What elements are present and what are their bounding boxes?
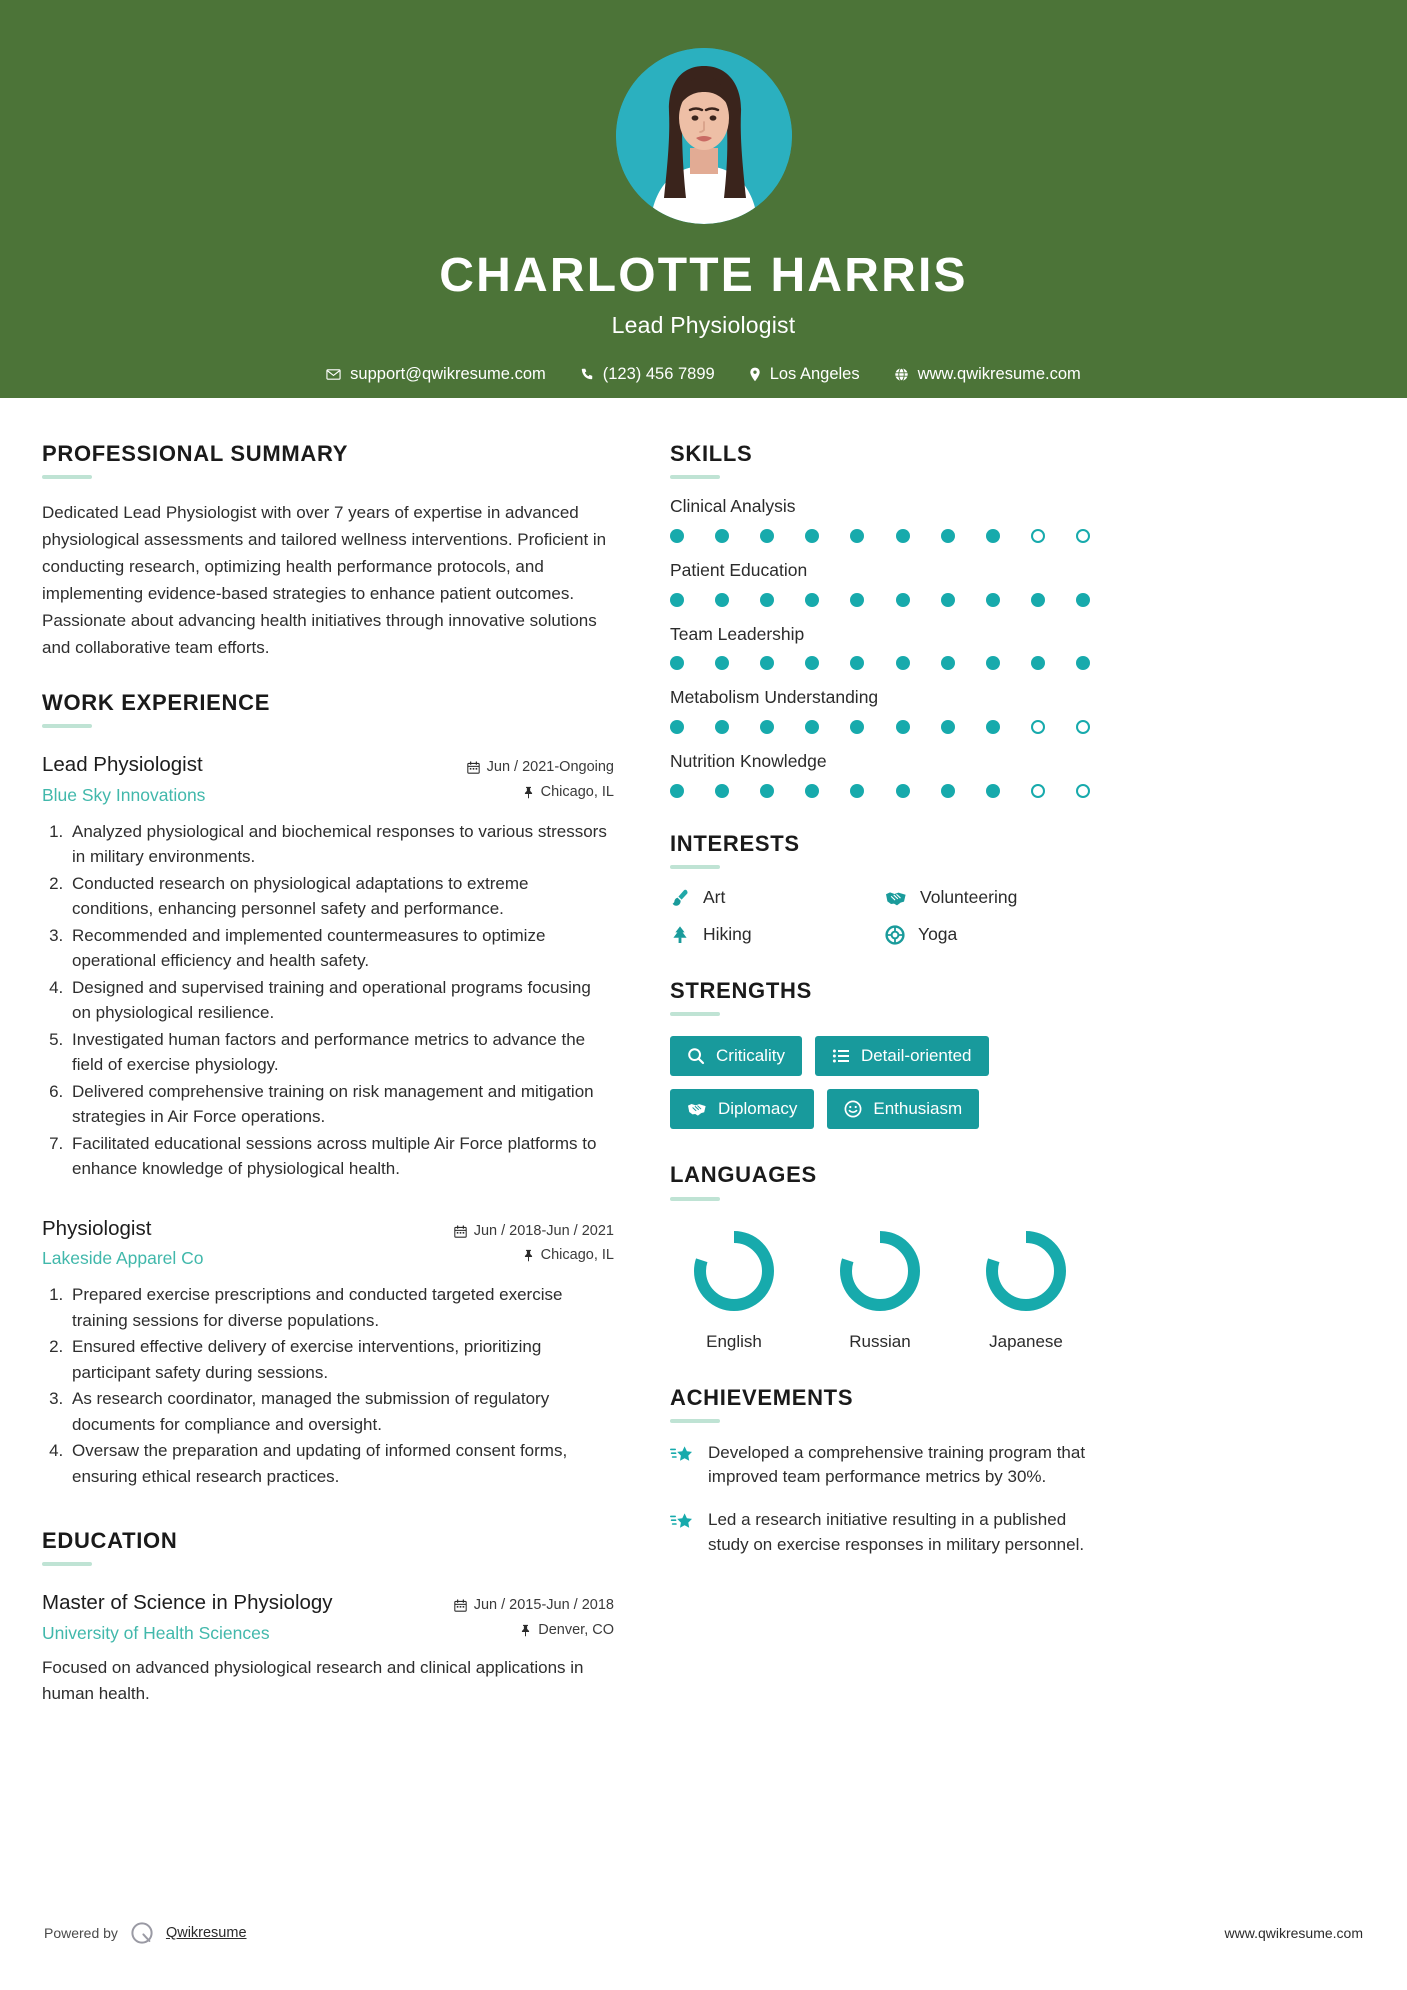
skill-dot-empty [1031,529,1045,543]
candidate-name: CHARLOTTE HARRIS [439,249,968,302]
skill-dot-filled [941,720,955,734]
skill-dot-filled [670,784,684,798]
contact-row [0,365,1407,384]
handshake-icon [687,1100,707,1118]
section-strengths [670,979,1090,1129]
skill-dot-filled [896,593,910,607]
skill-item [670,559,1090,607]
section-interests [670,832,1090,945]
summary-text: Dedicated Lead Physiologist with over 7 years of expertise in advanced physiological assessments and tailored wellness interventions. Proficient in conducting research, optimizing health performance protocols, and implementing evidence-based strategies to enhance patient outcomes. Passionate about advancing health initiatives through innovative solutions and collaborative team efforts. [42,503,607,658]
job-meta [454,1216,614,1268]
skill-rating [670,784,1090,798]
skill-dot-filled [1076,656,1090,670]
skill-item [670,686,1090,734]
paintbrush-icon [670,888,690,908]
job-location-text: Chicago, IL [540,1247,614,1264]
job-meta [467,752,614,804]
search-icon [687,1047,705,1065]
job-date [454,1219,614,1244]
interest-label: Art [703,887,726,908]
interest-label: Yoga [918,924,958,945]
avatar [616,48,792,224]
powered-by [44,1920,247,1946]
job-company: Blue Sky Innovations [42,785,206,806]
strength-label: Criticality [716,1046,785,1066]
skill-dot-filled [805,593,819,607]
left-column [42,442,642,1707]
skill-rating [670,593,1090,607]
heading-underline [670,1197,720,1201]
education-description: Focused on advanced physiological research and clinical applications in human health. [42,1657,584,1704]
job-bullet: 4. Oversaw the preparation and updating of informed consent forms, ensuring ethical research practices. [68,1438,614,1489]
language-item [816,1225,944,1352]
summary-heading: PROFESSIONAL SUMMARY [42,441,349,466]
achievement-text: Led a research initiative resulting in a published study on exercise responses in military personnel. [708,1509,1085,1554]
job-date-text: Jun / 2021-Ongoing [486,759,614,776]
skill-dot-filled [760,784,774,798]
section-languages [670,1163,1090,1351]
candidate-role: Lead Physiologist [611,311,796,338]
education-item [42,1590,614,1707]
heading-underline [670,475,720,479]
interests-heading: INTERESTS [670,830,800,856]
list-icon [832,1047,850,1065]
strength-badge-diplomacy[interactable] [670,1089,814,1129]
skill-dot-empty [1031,784,1045,798]
skill-dot-empty [1076,529,1090,543]
education-heading: EDUCATION [42,1528,178,1554]
calendar-icon [467,761,480,774]
section-skills [670,442,1090,798]
skill-dot-filled [896,529,910,543]
skill-dot-filled [941,784,955,798]
job-bullet: 7. Facilitated educational sessions across multiple Air Force platforms to enhance knowledge of physiological health. [68,1131,614,1182]
resume-header [0,0,1407,398]
experience-item [42,752,614,1181]
skill-dot-filled [986,656,1000,670]
languages-list [670,1225,1090,1352]
interest-item [670,924,875,945]
job-company: Lakeside Apparel Co [42,1248,204,1269]
skill-dot-filled [896,784,910,798]
skill-dot-filled [760,529,774,543]
skill-rating [670,720,1090,734]
job-title: Physiologist [42,1216,152,1240]
strength-label: Diplomacy [718,1099,798,1119]
strength-label: Detail-oriented [860,1046,972,1066]
skill-label: Patient Education [670,559,808,580]
skill-dot-filled [941,529,955,543]
skill-dot-filled [760,720,774,734]
language-label: English [706,1331,762,1351]
languages-heading: LANGUAGES [670,1162,817,1188]
skill-dot-filled [850,656,864,670]
skill-dot-filled [941,593,955,607]
skill-dot-empty [1076,784,1090,798]
language-label: Japanese [989,1331,1063,1351]
skill-dot-empty [1076,720,1090,734]
job-bullets [42,1282,614,1489]
skill-dot-filled [670,529,684,543]
skill-dot-filled [986,529,1000,543]
education-location [454,1618,614,1643]
avatar-photo [616,48,792,224]
job-bullet: 3. Recommended and implemented countermeasures to optimize operational efficiency and health safety. [68,923,614,974]
qwikresume-brand-link[interactable]: Qwikresume [165,1925,247,1941]
skill-rating [670,529,1090,543]
education-header [42,1590,614,1644]
strength-badge-detail-oriented[interactable] [815,1036,989,1076]
education-location-text: Denver, CO [538,1622,614,1639]
interests-list [670,887,1090,945]
calendar-icon [454,1225,467,1238]
skill-dot-filled [850,784,864,798]
strengths-heading: STRENGTHS [670,978,812,1004]
job-bullets [42,819,614,1182]
skill-dot-filled [850,593,864,607]
skill-dot-filled [986,784,1000,798]
interest-item [885,924,1090,945]
job-location [454,1243,614,1268]
job-date [467,755,614,780]
tree-icon [670,925,690,945]
language-donut [834,1225,926,1317]
contact-email[interactable] [309,365,563,384]
contact-email-text: support@qwikresume.com [350,364,546,383]
skill-dot-filled [715,784,729,798]
skill-dot-filled [715,720,729,734]
job-bullet: 6. Delivered comprehensive training on risk management and mitigation strategies in Air Force operations. [68,1079,614,1130]
shooting-star-icon [670,1441,694,1471]
achievement-item [670,1508,1090,1557]
job-title: Lead Physiologist [42,753,203,777]
skill-item [670,750,1090,798]
job-bullet: 2. Conducted research on physiological adaptations to extreme conditions, enhancing personnel safety and performance. [68,871,614,922]
achievements-list [670,1441,1090,1558]
job-location-text: Chicago, IL [540,784,614,801]
smiley-icon [844,1100,862,1118]
heading-underline [670,1419,720,1423]
skill-dot-filled [1031,593,1045,607]
powered-by-label: Powered by [44,1925,118,1941]
skill-dot-filled [850,529,864,543]
skill-dot-filled [805,720,819,734]
footer-website-url: www.qwikresume.com [1224,1925,1363,1941]
skill-dot-filled [715,593,729,607]
skill-item [670,495,1090,543]
contact-location [732,365,877,384]
skill-dot-filled [850,720,864,734]
language-donut [980,1225,1072,1317]
skill-dot-filled [986,593,1000,607]
contact-website-text: www.qwikresume.com [917,364,1081,383]
job-location [467,780,614,805]
resume-footer [0,1920,1407,1946]
skill-dot-filled [986,720,1000,734]
skill-dot-filled [896,656,910,670]
education-meta [454,1590,614,1642]
education-date-text: Jun / 2015-Jun / 2018 [473,1597,614,1614]
strength-badge-enthusiasm[interactable] [827,1089,979,1129]
section-education [42,1529,614,1707]
skill-dot-filled [1031,656,1045,670]
job-header [42,1216,614,1270]
job-bullet: 1. Prepared exercise prescriptions and conducted targeted exercise training sessions for diverse populations. [68,1282,614,1333]
skill-dot-filled [760,593,774,607]
pushpin-icon [520,1624,531,1637]
skill-dot-filled [896,720,910,734]
section-work-experience [42,691,614,1489]
interest-label: Hiking [703,924,752,945]
shooting-star-icon [670,1508,694,1538]
heading-underline [42,475,92,479]
right-column [670,442,1090,1575]
skill-label: Team Leadership [670,623,805,644]
heading-underline [670,1012,720,1016]
job-header [42,752,614,806]
language-label: Russian [849,1331,911,1351]
pushpin-icon [523,1249,534,1262]
experience-heading: WORK EXPERIENCE [42,690,271,716]
skill-dot-filled [715,656,729,670]
skill-dot-filled [805,656,819,670]
language-item [962,1225,1090,1352]
skill-dot-filled [715,529,729,543]
qwikresume-logo-icon [129,1920,155,1946]
skill-dot-filled [670,720,684,734]
job-bullet: 3. As research coordinator, managed the submission of regulatory documents for compliance and oversight. [68,1386,614,1437]
calendar-icon [454,1599,467,1612]
contact-phone-text: (123) 456 7899 [602,364,715,383]
lifebuoy-icon [885,925,905,945]
education-date [454,1593,614,1618]
job-bullet: 2. Ensured effective delivery of exercise interventions, prioritizing participant safety during sessions. [68,1334,614,1385]
strength-badge-criticality[interactable] [670,1036,802,1076]
resume-body [0,398,1407,1707]
skill-label: Nutrition Knowledge [670,751,827,772]
skill-dot-filled [670,593,684,607]
skill-dot-empty [1031,720,1045,734]
skill-dot-filled [805,529,819,543]
education-school: University of Health Sciences [42,1623,270,1644]
achievement-text: Developed a comprehensive training program that improved team performance metrics by 30%. [708,1442,1086,1487]
section-achievements [670,1386,1090,1558]
map-pin-icon [749,367,761,382]
job-date-text: Jun / 2018-Jun / 2021 [473,1222,614,1239]
experience-item [42,1216,614,1489]
skill-item [670,623,1090,671]
heading-underline [42,724,92,728]
interest-item [670,887,875,908]
skill-label: Clinical Analysis [670,496,796,517]
job-bullet: 4. Designed and supervised training and operational programs focusing on physiological resilience. [68,975,614,1026]
envelope-icon [326,367,341,382]
interest-label: Volunteering [920,887,1018,908]
interest-item [885,887,1090,908]
heading-underline [42,1562,92,1566]
contact-website[interactable] [877,365,1098,384]
section-professional-summary [42,442,614,661]
skill-dot-filled [1076,593,1090,607]
skill-rating [670,656,1090,670]
contact-location-text: Los Angeles [769,364,860,383]
achievements-heading: ACHIEVEMENTS [670,1384,854,1410]
pushpin-icon [523,786,534,799]
globe-icon [894,367,909,382]
heading-underline [670,865,720,869]
language-donut [688,1225,780,1317]
skill-dot-filled [760,656,774,670]
language-item [670,1225,798,1352]
achievement-item [670,1441,1090,1490]
phone-icon [580,367,594,381]
handshake-icon [885,888,907,908]
skill-dot-filled [941,656,955,670]
contact-phone[interactable] [563,365,732,384]
strength-label: Enthusiasm [873,1099,963,1119]
skills-heading: SKILLS [670,441,753,466]
skill-dot-filled [805,784,819,798]
job-bullet: 1. Analyzed physiological and biochemical responses to various stressors in military environments. [68,819,614,870]
skill-label: Metabolism Understanding [670,687,879,708]
job-bullet: 5. Investigated human factors and performance metrics to advance the field of exercise physiology. [68,1027,614,1078]
education-degree: Master of Science in Physiology [42,1591,333,1615]
skill-dot-filled [670,656,684,670]
strengths-list [670,1036,1090,1129]
